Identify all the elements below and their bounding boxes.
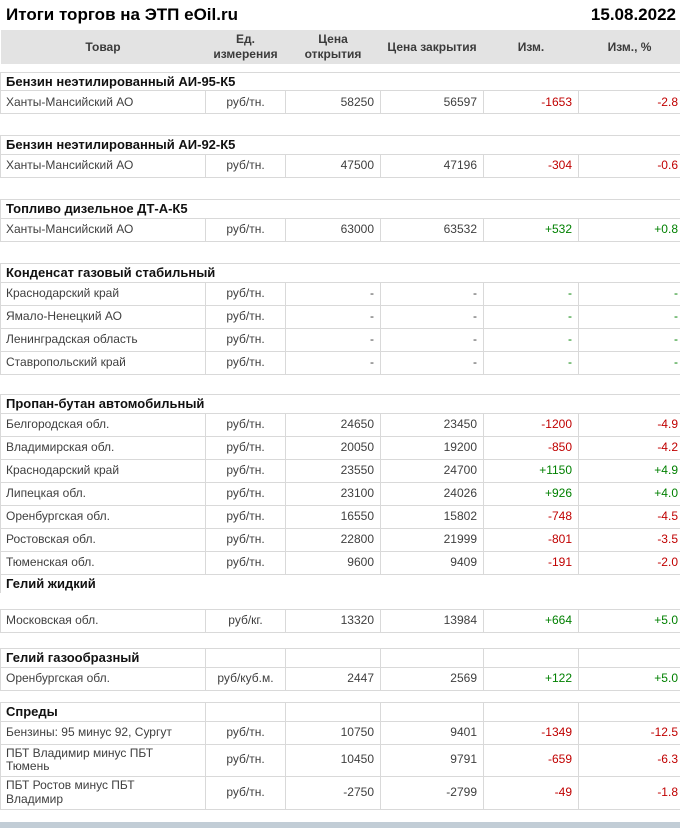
table-row [1, 414, 680, 437]
col-header-change-pct: Изм., % [579, 30, 680, 64]
close-price-cell: 21999 [381, 529, 484, 552]
unit-cell: руб/тн. [206, 283, 286, 306]
unit-cell: руб/тн. [206, 721, 286, 744]
section-spacer [1, 690, 680, 702]
section-header-cell [206, 702, 286, 721]
product-cell: Оренбургская обл. [1, 667, 206, 690]
change-cell: -1349 [484, 721, 579, 744]
change-cell: -49 [484, 777, 579, 810]
open-price-cell: 24650 [286, 414, 381, 437]
unit-cell: руб/тн. [206, 306, 286, 329]
product-cell: Ханты-Мансийский АО [1, 91, 206, 114]
close-price-cell: 24700 [381, 460, 484, 483]
change-cell: -659 [484, 744, 579, 777]
change-cell: +1150 [484, 460, 579, 483]
open-price-cell: 23550 [286, 460, 381, 483]
close-price-cell: 9791 [381, 744, 484, 777]
change-pct-cell: - [579, 352, 680, 375]
change-pct-cell: +4.0 [579, 483, 680, 506]
product-cell: Краснодарский край [1, 283, 206, 306]
table-row [1, 329, 680, 352]
change-pct-cell: -3.5 [579, 529, 680, 552]
open-price-cell: 10750 [286, 721, 381, 744]
section-header [1, 395, 680, 414]
table-body [1, 64, 680, 809]
change-cell: - [484, 352, 579, 375]
product-cell: Оренбургская обл. [1, 506, 206, 529]
product-cell: Ханты-Мансийский АО [1, 155, 206, 178]
open-price-cell: 9600 [286, 552, 381, 575]
unit-cell: руб/тн. [206, 91, 286, 114]
section-header-cell [206, 648, 286, 667]
section-spacer [1, 242, 680, 264]
change-cell: -191 [484, 552, 579, 575]
change-pct-cell: - [579, 306, 680, 329]
table-row [1, 352, 680, 375]
unit-cell: руб/тн. [206, 329, 286, 352]
section-title: Топливо дизельное ДТ-А-К5 [1, 200, 680, 219]
section-header-cell [381, 648, 484, 667]
product-cell: Владимирская обл. [1, 437, 206, 460]
table-row [1, 437, 680, 460]
open-price-cell: 10450 [286, 744, 381, 777]
results-table [0, 30, 680, 810]
product-cell: ПБТ Владимир минус ПБТ Тюмень [1, 744, 206, 777]
open-price-cell: -2750 [286, 777, 381, 810]
open-price-cell: 63000 [286, 219, 381, 242]
close-price-cell: 13984 [381, 609, 484, 632]
table-row [1, 667, 680, 690]
table-row [1, 155, 680, 178]
change-pct-cell: - [579, 283, 680, 306]
section-spacer [1, 178, 680, 200]
table-row [1, 483, 680, 506]
section-header [1, 648, 680, 667]
table-row [1, 91, 680, 114]
open-price-cell: 2447 [286, 667, 381, 690]
unit-cell: руб/тн. [206, 414, 286, 437]
section-header-cell [286, 648, 381, 667]
close-price-cell: 9401 [381, 721, 484, 744]
section-spacer [1, 64, 680, 72]
section-spacer [1, 242, 680, 264]
close-price-cell: -2799 [381, 777, 484, 810]
section-title: Спреды [1, 702, 206, 721]
close-price-cell: 15802 [381, 506, 484, 529]
product-cell: Белгородская обл. [1, 414, 206, 437]
unit-cell: руб/тн. [206, 483, 286, 506]
change-pct-cell: +5.0 [579, 609, 680, 632]
section-spacer [1, 632, 680, 648]
section-title: Бензин неэтилированный АИ-92-К5 [1, 136, 680, 155]
table-row [1, 609, 680, 632]
section-spacer [1, 64, 680, 72]
unit-cell: руб/тн. [206, 529, 286, 552]
table-row [1, 529, 680, 552]
unit-cell: руб/тн. [206, 744, 286, 777]
open-price-cell: 16550 [286, 506, 381, 529]
close-price-cell: 47196 [381, 155, 484, 178]
section-spacer [1, 375, 680, 395]
unit-cell: руб/тн. [206, 155, 286, 178]
section-spacer [1, 114, 680, 136]
section-header-cell [579, 648, 680, 667]
change-cell: +532 [484, 219, 579, 242]
report-date: 15.08.2022 [590, 5, 676, 24]
section-header [1, 575, 680, 593]
section-header [1, 264, 680, 283]
section-header-cell [579, 702, 680, 721]
section-title: Гелий газообразный [1, 648, 206, 667]
section-title: Пропан-бутан автомобильный [1, 395, 680, 414]
table-row [1, 506, 680, 529]
unit-cell: руб/тн. [206, 352, 286, 375]
product-cell: Ямало-Ненецкий АО [1, 306, 206, 329]
section-header [1, 200, 680, 219]
product-cell: Московская обл. [1, 609, 206, 632]
section-header [1, 702, 680, 721]
change-pct-cell: - [579, 329, 680, 352]
change-pct-cell: -2.0 [579, 552, 680, 575]
col-header-product: Товар [1, 30, 206, 64]
col-header-close: Цена закрытия [381, 30, 484, 64]
close-price-cell: 19200 [381, 437, 484, 460]
product-cell: Ростовская обл. [1, 529, 206, 552]
section-header-cell [381, 702, 484, 721]
change-cell: +122 [484, 667, 579, 690]
product-cell: Ленинградская область [1, 329, 206, 352]
product-cell: Липецкая обл. [1, 483, 206, 506]
table-row [1, 552, 680, 575]
open-price-cell: 58250 [286, 91, 381, 114]
page-title: Итоги торгов на ЭТП eOil.ru [6, 5, 238, 24]
section-header [1, 72, 680, 91]
header-gap [1, 593, 680, 609]
change-pct-cell: -1.8 [579, 777, 680, 810]
bottom-bar [0, 822, 680, 828]
product-cell: ПБТ Ростов минус ПБТ Владимир [1, 777, 206, 810]
table-row [1, 306, 680, 329]
change-cell: -801 [484, 529, 579, 552]
unit-cell: руб/тн. [206, 460, 286, 483]
section-title: Гелий жидкий [1, 575, 680, 593]
product-cell: Краснодарский край [1, 460, 206, 483]
product-cell: Ханты-Мансийский АО [1, 219, 206, 242]
product-cell: Бензины: 95 минус 92, Сургут [1, 721, 206, 744]
change-cell: - [484, 283, 579, 306]
table-row [1, 744, 680, 777]
change-cell: +664 [484, 609, 579, 632]
section-spacer [1, 114, 680, 136]
close-price-cell: - [381, 283, 484, 306]
table-row [1, 219, 680, 242]
col-header-change: Изм. [484, 30, 579, 64]
close-price-cell: 56597 [381, 91, 484, 114]
change-cell: -748 [484, 506, 579, 529]
section-header-cell [484, 702, 579, 721]
unit-cell: руб/тн. [206, 219, 286, 242]
open-price-cell: 47500 [286, 155, 381, 178]
unit-cell: руб/тн. [206, 506, 286, 529]
open-price-cell: - [286, 329, 381, 352]
section-title: Конденсат газовый стабильный [1, 264, 680, 283]
close-price-cell: 24026 [381, 483, 484, 506]
close-price-cell: - [381, 352, 484, 375]
open-price-cell: 22800 [286, 529, 381, 552]
section-header-cell [484, 648, 579, 667]
close-price-cell: 63532 [381, 219, 484, 242]
change-pct-cell: +5.0 [579, 667, 680, 690]
unit-cell: руб/тн. [206, 437, 286, 460]
change-pct-cell: -6.3 [579, 744, 680, 777]
table-row [1, 777, 680, 810]
col-header-open: Цена открытия [286, 30, 381, 64]
change-cell: -304 [484, 155, 579, 178]
section-spacer [1, 178, 680, 200]
close-price-cell: 9409 [381, 552, 484, 575]
change-pct-cell: -4.9 [579, 414, 680, 437]
section-spacer [1, 375, 680, 395]
col-header-unit: Ед. измерения [206, 30, 286, 64]
change-pct-cell: -4.5 [579, 506, 680, 529]
unit-cell: руб/тн. [206, 777, 286, 810]
table-row [1, 721, 680, 744]
unit-cell: руб/куб.м. [206, 667, 286, 690]
open-price-cell: - [286, 283, 381, 306]
change-cell: -1653 [484, 91, 579, 114]
change-pct-cell: -0.6 [579, 155, 680, 178]
section-header-cell [286, 702, 381, 721]
open-price-cell: - [286, 352, 381, 375]
close-price-cell: - [381, 329, 484, 352]
table-header [1, 30, 680, 64]
open-price-cell: 13320 [286, 609, 381, 632]
title-bar [0, 0, 680, 30]
open-price-cell: - [286, 306, 381, 329]
open-price-cell: 20050 [286, 437, 381, 460]
change-pct-cell: +0.8 [579, 219, 680, 242]
section-spacer [1, 690, 680, 702]
open-price-cell: 23100 [286, 483, 381, 506]
change-cell: +926 [484, 483, 579, 506]
unit-cell: руб/кг. [206, 609, 286, 632]
close-price-cell: 2569 [381, 667, 484, 690]
unit-cell: руб/тн. [206, 552, 286, 575]
change-cell: -850 [484, 437, 579, 460]
table-row [1, 283, 680, 306]
close-price-cell: 23450 [381, 414, 484, 437]
header-gap [1, 593, 680, 609]
section-title: Бензин неэтилированный АИ-95-К5 [1, 72, 680, 91]
change-pct-cell: -12.5 [579, 721, 680, 744]
column-header-row [1, 30, 680, 64]
close-price-cell: - [381, 306, 484, 329]
product-cell: Тюменская обл. [1, 552, 206, 575]
change-pct-cell: +4.9 [579, 460, 680, 483]
product-cell: Ставропольский край [1, 352, 206, 375]
change-pct-cell: -4.2 [579, 437, 680, 460]
section-header [1, 136, 680, 155]
change-cell: -1200 [484, 414, 579, 437]
section-spacer [1, 632, 680, 648]
change-cell: - [484, 329, 579, 352]
change-cell: - [484, 306, 579, 329]
table-row [1, 460, 680, 483]
change-pct-cell: -2.8 [579, 91, 680, 114]
